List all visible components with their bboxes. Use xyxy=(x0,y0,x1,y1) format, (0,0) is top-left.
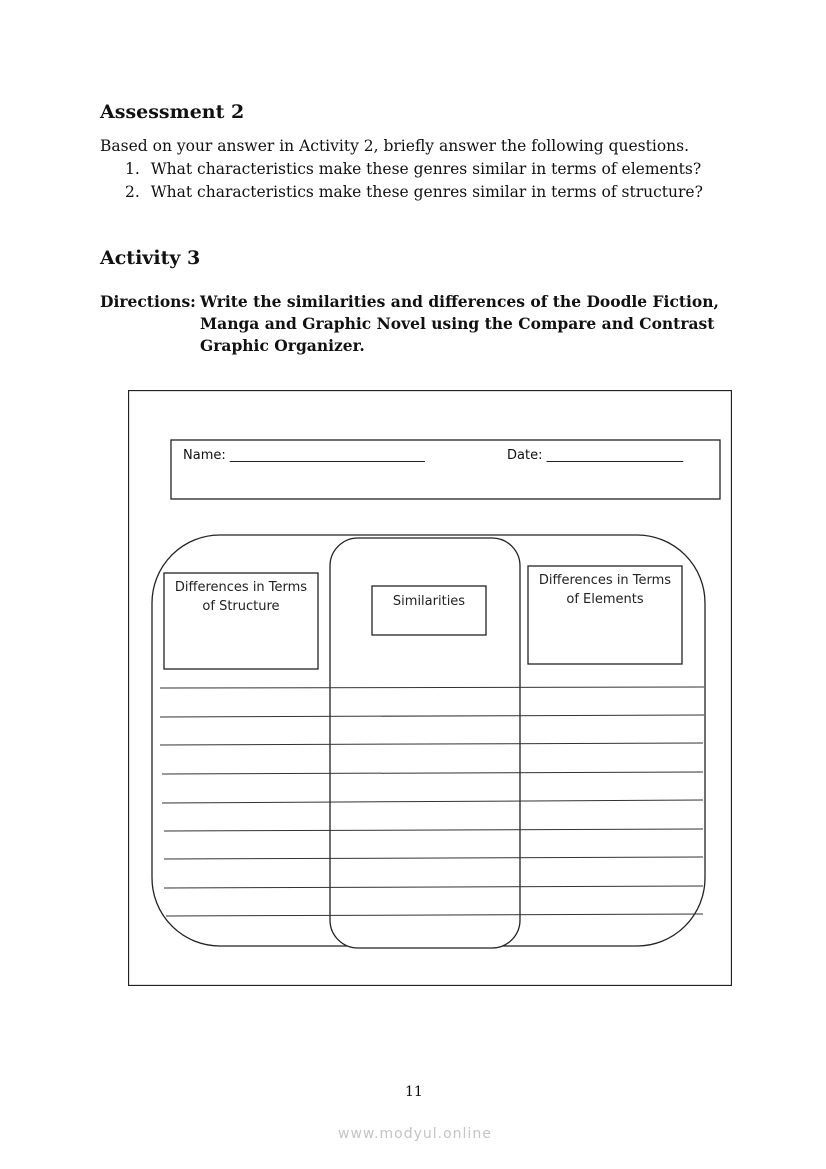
organizer-drawing xyxy=(128,390,732,986)
elements-label-line-1: Differences in Terms xyxy=(538,573,672,588)
directions-line-2: Manga and Graphic Novel using the Compare and Contrast xyxy=(200,314,715,333)
page-number: 11 xyxy=(405,1084,423,1100)
directions-label: Directions: xyxy=(100,292,196,311)
structure-label xyxy=(164,578,318,616)
structure-label-line-2: of Structure xyxy=(202,599,280,614)
question-number: 1. xyxy=(125,160,140,178)
elements-label-line-2: of Elements xyxy=(566,592,644,607)
question-text: What characteristics make these genres similar in terms of structure? xyxy=(150,183,703,201)
elements-label xyxy=(528,571,682,609)
footer-watermark: www.modyul.online xyxy=(338,1126,492,1142)
writing-line xyxy=(160,687,704,688)
activity-title: Activity 3 xyxy=(100,247,201,269)
similarities-label: Similarities xyxy=(392,594,466,609)
question-text: What characteristics make these genres similar in terms of elements? xyxy=(150,160,702,178)
directions-line-1: Write the similarities and differences of the Doodle Fiction, xyxy=(200,292,719,311)
structure-label-line-1: Differences in Terms xyxy=(174,580,308,595)
assessment-title: Assessment 2 xyxy=(100,101,245,123)
date-field-label: Date: _____________________ xyxy=(507,448,684,463)
question-1 xyxy=(125,160,701,178)
question-2 xyxy=(125,183,703,201)
assessment-intro: Based on your answer in Activity 2, briefly answer the following questions. xyxy=(100,137,690,155)
directions-line-3: Graphic Organizer. xyxy=(200,336,365,355)
compare-contrast-organizer xyxy=(128,390,732,986)
name-field-label: Name: ______________________________ xyxy=(183,448,425,463)
question-number: 2. xyxy=(125,183,140,201)
